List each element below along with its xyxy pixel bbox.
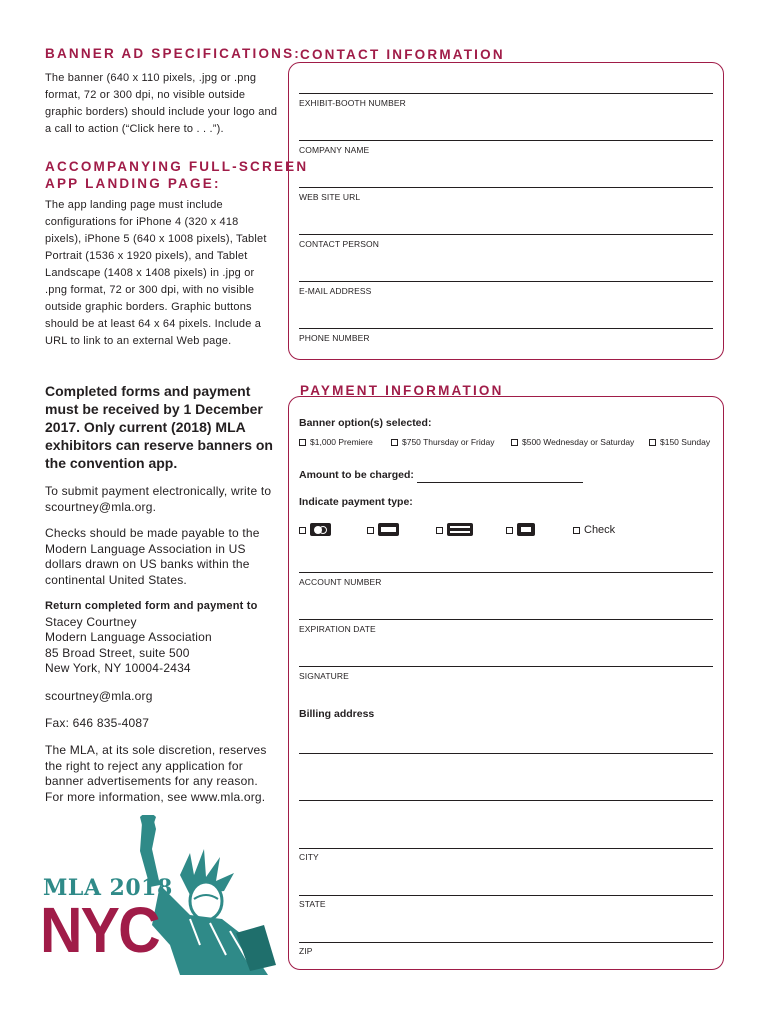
- visa-checkbox[interactable]: [367, 527, 374, 534]
- city-label: CITY: [299, 852, 319, 862]
- logo-mla-2018: MLA 2018: [43, 875, 173, 901]
- banner-options-label: Banner option(s) selected:: [299, 417, 432, 429]
- payment-mastercard[interactable]: [299, 523, 331, 536]
- mastercard-icon: [310, 523, 331, 536]
- amount-field[interactable]: [417, 482, 583, 483]
- exhibit-booth-field[interactable]: [299, 93, 713, 94]
- state-label: STATE: [299, 899, 326, 909]
- return-org: Modern Language Association: [45, 630, 212, 644]
- deadline-notice: Completed forms and payment must be received by 1 December 2017. Only current (2018) MLA exhibitors can reserve banners on the convention app.: [45, 383, 273, 471]
- mla-nyc-logo: [40, 815, 280, 975]
- return-city: New York, NY 10004-2434: [45, 661, 191, 675]
- state-field[interactable]: [299, 895, 713, 896]
- website-url-label: WEB SITE URL: [299, 192, 361, 202]
- payment-visa[interactable]: [367, 523, 399, 536]
- return-street: 85 Broad Street, suite 500: [45, 646, 190, 660]
- disclaimer-text: The MLA, at its sole discretion, reserves the right to reject any application for banner advertisements for any reason. For more information, see www.mla.org.: [45, 743, 267, 804]
- exhibit-booth-label: EXHIBIT-BOOTH NUMBER: [299, 98, 406, 108]
- option-premiere-label: $1,000 Premiere: [310, 437, 373, 447]
- landing-specs-text: The app landing page must include configurations for iPhone 4 (320 x 418 pixels), iPhone 5 (640 x 1008 pixels), Tablet Portrait (1536 x 1920 pixels), and Tablet Landscape (1408 x 1408 pixels) in .jpg or .png format, 72 or 300 dpi, with no visible outside graphic borders. Graphic buttons should be at least 64 x 64 pixels. Include a URL to link to an external Web page.: [45, 199, 267, 347]
- check-checkbox[interactable]: [573, 527, 580, 534]
- company-name-field[interactable]: [299, 140, 713, 141]
- premiere-checkbox[interactable]: [299, 439, 306, 446]
- discover-checkbox[interactable]: [506, 527, 513, 534]
- return-name: Stacey Courtney: [45, 615, 137, 629]
- account-number-label: ACCOUNT NUMBER: [299, 577, 382, 587]
- logo-nyc: NYC: [40, 894, 159, 966]
- payment-heading: PAYMENT INFORMATION: [300, 383, 504, 398]
- website-url-field[interactable]: [299, 187, 713, 188]
- option-sunday[interactable]: [649, 437, 710, 447]
- discover-icon: [517, 523, 535, 536]
- expiration-date-field[interactable]: [299, 619, 713, 620]
- email-address-field[interactable]: [299, 281, 713, 282]
- phone-number-field[interactable]: [299, 328, 713, 329]
- phone-number-label: PHONE NUMBER: [299, 333, 370, 343]
- zip-field[interactable]: [299, 942, 713, 943]
- checks-note: Checks should be made payable to the Modern Language Association in US dollars drawn on US banks within the continental United States.: [45, 526, 260, 587]
- billing-address-line2[interactable]: [299, 800, 713, 801]
- banner-specs-text: The banner (640 x 110 pixels, .jpg or .png format, 72 or 300 dpi, no visible outside graphic borders) should include your logo and a call to action (“Click here to . . .”).: [45, 72, 278, 135]
- contact-person-label: CONTACT PERSON: [299, 239, 379, 249]
- sunday-checkbox[interactable]: [649, 439, 656, 446]
- return-heading: Return completed form and payment to: [45, 600, 258, 612]
- amount-label: Amount to be charged:: [299, 469, 414, 481]
- option-wednesday-saturday-label: $500 Wednesday or Saturday: [522, 437, 635, 447]
- signature-field[interactable]: [299, 666, 713, 667]
- visa-icon: [378, 523, 399, 536]
- electronic-payment-note: To submit payment electronically, write to scourtney@mla.org.: [45, 484, 272, 514]
- thursday-friday-checkbox[interactable]: [391, 439, 398, 446]
- option-wednesday-saturday[interactable]: [511, 437, 634, 447]
- contact-email-link[interactable]: scourtney@mla.org: [45, 689, 153, 703]
- option-thursday-friday-label: $750 Thursday or Friday: [402, 437, 495, 447]
- american-express-checkbox[interactable]: [436, 527, 443, 534]
- contact-person-field[interactable]: [299, 234, 713, 235]
- payment-check[interactable]: [573, 524, 615, 536]
- signature-label: SIGNATURE: [299, 671, 349, 681]
- option-thursday-friday[interactable]: [391, 437, 494, 447]
- contact-panel: [288, 62, 724, 360]
- payment-panel: [288, 396, 724, 970]
- check-label: Check: [584, 524, 616, 536]
- landing-heading-line2: APP LANDING PAGE:: [45, 176, 221, 191]
- payment-type-label: Indicate payment type:: [299, 496, 413, 508]
- mastercard-checkbox[interactable]: [299, 527, 306, 534]
- payment-discover[interactable]: [506, 523, 535, 536]
- american-express-icon: [447, 523, 473, 536]
- account-number-field[interactable]: [299, 572, 713, 573]
- billing-address-label: Billing address: [299, 708, 375, 720]
- landing-heading-line1: ACCOMPANYING FULL-SCREEN: [45, 159, 309, 174]
- billing-address-line1[interactable]: [299, 753, 713, 754]
- payment-american-express[interactable]: [436, 523, 473, 536]
- fax-number: Fax: 646 835-4087: [45, 716, 150, 730]
- contact-heading: CONTACT INFORMATION: [300, 47, 505, 62]
- wednesday-saturday-checkbox[interactable]: [511, 439, 518, 446]
- company-name-label: COMPANY NAME: [299, 145, 370, 155]
- banner-heading: BANNER AD SPECIFICATIONS:: [45, 46, 302, 61]
- option-premiere[interactable]: [299, 437, 373, 447]
- email-address-label: E-MAIL ADDRESS: [299, 286, 372, 296]
- expiration-date-label: EXPIRATION DATE: [299, 624, 376, 634]
- option-sunday-label: $150 Sunday: [660, 437, 711, 447]
- city-field[interactable]: [299, 848, 713, 849]
- zip-label: ZIP: [299, 946, 313, 956]
